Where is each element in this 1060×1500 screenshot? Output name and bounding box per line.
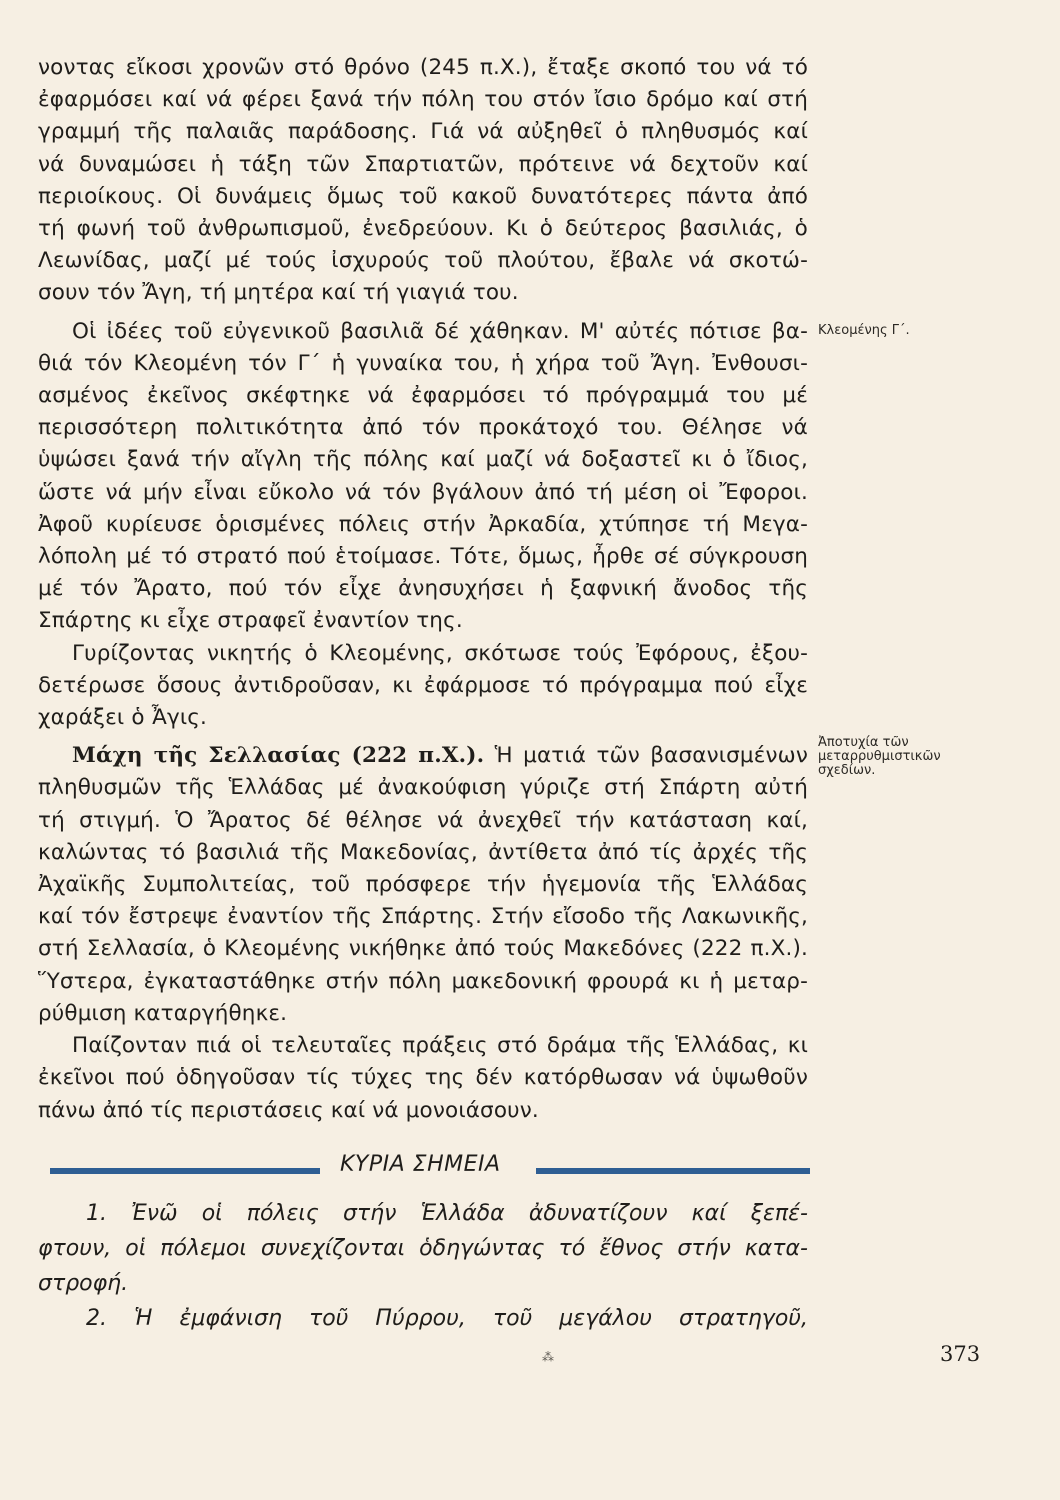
text-line: ὑψώσει ξανά τήν αἴγλη τῆς πόλης καί μαζί νά δοξαστεῖ κι ὁ ἴδιος, <box>38 447 808 473</box>
margin-note-failure <box>818 736 941 778</box>
key-points-header <box>50 1152 810 1188</box>
text-line: περιοίκους. Οἱ δυνάμεις ὅμως τοῦ κακοῦ δυνατότερες πάντα ἀπό <box>38 183 808 209</box>
margin-note-line: Ἀποτυχία τῶν <box>818 735 909 750</box>
text-line: θιά τόν Κλεομένη τόν Γ΄ ἡ γυναίκα του, ἡ χήρα τοῦ Ἄγη. Ἐνθουσι- <box>38 350 808 376</box>
margin-note-cleomenes: Κλεομένης Γ΄. <box>818 323 910 338</box>
text-line: Σπάρτης κι εἶχε στραφεῖ ἐναντίον της. <box>38 608 463 634</box>
text-line: ρύθμιση καταργήθηκε. <box>38 1000 288 1026</box>
text-line: Ὕστερα, ἐγκαταστάθηκε στήν πόλη μακεδονική φρουρά κι ἡ μεταρ- <box>38 968 808 994</box>
text-line: Ἀφοῦ κυρίευσε ὁρισμένες πόλεις στήν Ἀρκαδία, χτύπησε τή Μεγα- <box>38 511 808 537</box>
main-text-block <box>38 52 808 1127</box>
text-line: Λεωνίδας, μαζί μέ τούς ἰσχυρούς τοῦ πλούτου, ἔβαλε νά σκοτώ- <box>38 248 808 274</box>
margin-note-line: σχεδίων. <box>818 763 876 778</box>
text-line: πληθυσμῶν τῆς Ἑλλάδας μέ ἀνακούφιση γύριζε στή Σπάρτη αὐτή <box>38 775 808 801</box>
text-line: γραμμή τῆς παλαιᾶς παράδοσης. Γιά νά αὐξηθεῖ ὁ πληθυσμός καί <box>38 119 808 145</box>
text-line: στή Σελλασία, ὁ Κλεομένης νικήθηκε ἀπό τούς Μακεδόνες (222 π.Χ.). <box>38 936 808 962</box>
key-point-line: 2. Ἡ ἐμφάνιση τοῦ Πύρρου, τοῦ μεγάλου στρατηγοῦ, <box>86 1306 808 1331</box>
text-line: νά δυναμώσει ἡ τάξη τῶν Σπαρτιατῶν, πρότεινε νά δεχτοῦν καί <box>38 151 808 177</box>
header-rule-right <box>536 1168 810 1174</box>
text-line: Γυρίζοντας νικητής ὁ Κλεομένης, σκότωσε τούς Ἐφόρους, ἐξου- <box>72 640 808 666</box>
text-line: περισσότερη πολιτικότητα ἀπό τόν προκάτοχό του. Θέλησε νά <box>38 415 808 441</box>
text-line: τή φωνή τοῦ ἀνθρωπισμοῦ, ἐνεδρεύουν. Κι ὁ δεύτερος βασιλιάς, ὁ <box>38 216 808 242</box>
text-line: Οἱ ἰδέες τοῦ εὐγενικοῦ βασιλιᾶ δέ χάθηκαν. Μ' αὐτές πότισε βα- <box>72 318 808 344</box>
text-line: χαράξει ὁ Ἆγις. <box>38 705 208 731</box>
text-line-with-heading <box>38 740 808 772</box>
page-number: 373 <box>940 1342 981 1366</box>
text-line: καλώντας τό βασιλιά τῆς Μακεδονίας, ἀντίθετα ἀπό τίς ἀρχές τῆς <box>38 839 808 865</box>
text-line: δετέρωσε ὅσους ἀντιδροῦσαν, κι ἐφάρμοσε τό πρόγραμμα πού εἶχε <box>38 672 808 698</box>
text-line: Ἀχαϊκῆς Συμπολιτείας, τοῦ πρόσφερε τήν ἡγεμονία τῆς Ἑλλάδας <box>38 872 808 898</box>
text-line: τή στιγμή. Ὁ Ἄρατος δέ θέλησε νά ἀνεχθεῖ τήν κατάσταση καί, <box>38 807 808 833</box>
key-points-list <box>38 1196 808 1336</box>
text-line: ἐφαρμόσει καί νά φέρει ξανά τήν πόλη του στόν ἴσιο δρόμο καί στή <box>38 87 808 113</box>
heading-continuation: Ἡ ματιά τῶν βασανισμένων <box>494 743 808 769</box>
key-point-line: στροφή. <box>38 1271 129 1296</box>
text-line: λόπολη μέ τό στρατό πού ἑτοίμασε. Τότε, ὅμως, ἦρθε σέ σύγκρουση <box>38 544 808 570</box>
text-line: ασμένος ἐκεῖνος σκέφτηκε νά ἐφαρμόσει τό πρόγραμμά του μέ <box>38 383 808 409</box>
key-points-title: ΚΥΡΙΑ ΣΗΜΕΙΑ <box>340 1152 501 1177</box>
text-line: πάνω ἀπό τίς περιστάσεις καί νά μονοιάσουν. <box>38 1097 539 1123</box>
text-line: ὥστε νά μήν εἶναι εὔκολο νά τόν βγάλουν ἀπό τή μέση οἱ Ἔφοροι. <box>38 479 808 505</box>
text-line: καί τόν ἔστρεψε ἐναντίον τῆς Σπάρτης. Στήν εἴσοδο τῆς Λακωνικῆς, <box>38 904 808 930</box>
key-point-line: φτουν, οἱ πόλεμοι συνεχίζονται ὁδηγώντας τό ἔθνος στήν κατα- <box>38 1236 808 1261</box>
header-rule-left <box>50 1168 320 1174</box>
text-line: ἐκεῖνοι πού ὁδηγοῦσαν τίς τύχες της δέν κατόρθωσαν νά ὑψωθοῦν <box>38 1065 808 1091</box>
text-line: μέ τόν Ἄρατο, πού τόν εἶχε ἀνησυχήσει ἡ ξαφνική ἄνοδος τῆς <box>38 576 808 602</box>
text-line: Παίζονταν πιά οἱ τελευταῖες πράξεις στό δράμα τῆς Ἑλλάδας, κι <box>72 1033 808 1059</box>
text-line: σουν τόν Ἄγη, τή μητέρα καί τή γιαγιά του. <box>38 280 519 306</box>
text-line: νοντας εἴκοσι χρονῶν στό θρόνο (245 π.Χ.), ἔταξε σκοπό του νά τό <box>38 55 808 80</box>
margin-note-line: μεταρρυθμιστικῶν <box>818 749 941 764</box>
section-heading-sellasia: Μάχη τῆς Σελλασίας (222 π.Χ.). <box>72 743 485 769</box>
key-point-line: 1. Ἐνῶ οἱ πόλεις στήν Ἑλλάδα ἀδυνατίζουν καί ξεπέ- <box>86 1201 808 1226</box>
print-speck: ⁂ <box>542 1350 554 1364</box>
